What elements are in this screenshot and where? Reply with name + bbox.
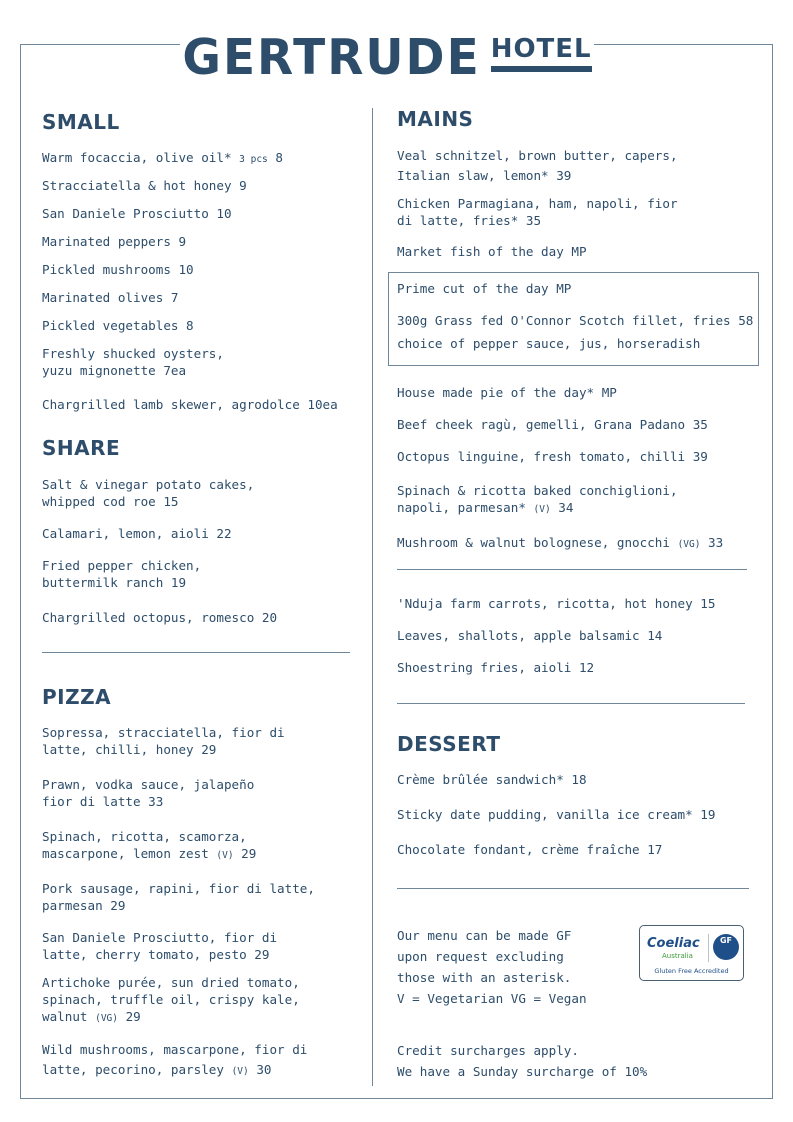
special-detail: 300g Grass fed O'Connor Scotch fillet, fries 58 (397, 313, 754, 328)
menu-item: Calamari, lemon, aioli 22 (42, 526, 232, 541)
menu-item: Spinach & ricotta baked conchiglioni, napoli, parmesan* (V) 34 (397, 483, 678, 515)
menu-item: Prawn, vodka sauce, jalapeño fior di latte 33 (42, 777, 255, 809)
section-title-pizza: PIZZA (42, 685, 112, 709)
menu-item: Octopus linguine, fresh tomato, chilli 39 (397, 449, 708, 464)
section-title-share: SHARE (42, 436, 121, 460)
badge-name: Coeliac (647, 936, 700, 951)
special-title: Prime cut of the day MP (397, 281, 572, 296)
section-title-mains: MAINS (397, 107, 474, 131)
section-divider (397, 703, 745, 704)
menu-item: Fried pepper chicken, buttermilk ranch 19 (42, 558, 202, 590)
menu-item: Sopressa, stracciatella, fior di latte, chilli, honey 29 (42, 725, 285, 757)
gf-mark-icon (708, 934, 737, 962)
section-title-dessert: DESSERT (397, 732, 501, 756)
menu-item: Warm focaccia, olive oil* 3 pcs 8 (42, 150, 283, 165)
menu-item: House made pie of the day* MP (397, 385, 617, 400)
menu-item: San Daniele Prosciutto 10 (42, 206, 232, 221)
section-divider (397, 569, 747, 570)
menu-item: Wild mushrooms, mascarpone, fior di latte, pecorino, parsley (V) 30 (42, 1042, 308, 1077)
menu-item: Stracciatella & hot honey 9 (42, 178, 247, 193)
menu-item: Marinated peppers 9 (42, 234, 187, 249)
menu-item: Artichoke purée, sun dried tomato, spinach, truffle oil, crispy kale, walnut (VG) 29 (42, 975, 300, 1024)
menu-item: Mushroom & walnut bolognese, gnocchi (VG) 33 (397, 535, 724, 550)
menu-item: San Daniele Prosciutto, fior di latte, cherry tomato, pesto 29 (42, 930, 278, 962)
menu-item: Freshly shucked oysters, yuzu mignonette 7ea (42, 346, 224, 378)
menu-item: 'Nduja farm carrots, ricotta, hot honey 15 (397, 596, 716, 611)
menu-item: Veal schnitzel, brown butter, capers, Italian slaw, lemon* 39 (397, 148, 678, 183)
hotel-logo (180, 26, 594, 86)
menu-item: Shoestring fries, aioli 12 (397, 660, 595, 675)
badge-caption: Gluten Free Accredited (654, 967, 729, 975)
column-divider (372, 108, 373, 1086)
menu-item: Chocolate fondant, crème fraîche 17 (397, 842, 663, 857)
menu-item: Chargrilled octopus, romesco 20 (42, 610, 278, 625)
badge-mark: GF (713, 934, 739, 960)
menu-item: Chicken Parmagiana, ham, napoli, fior di latte, fries* 35 (397, 196, 678, 228)
badge-region: Australia (662, 952, 693, 960)
section-divider (42, 652, 350, 653)
menu-item: Market fish of the day MP (397, 244, 587, 259)
section-title-small: SMALL (42, 110, 120, 134)
brand-sub: HOTEL (491, 36, 592, 72)
brand-name: GERTRUDE (182, 28, 481, 87)
menu-item: Leaves, shallots, apple balsamic 14 (397, 628, 663, 643)
menu-item: Sticky date pudding, vanilla ice cream* 19 (397, 807, 716, 822)
dietary-note: Our menu can be made GF upon request excluding those with an asterisk. V = Vegetarian VG = Vegan (397, 928, 587, 1006)
menu-item: Salt & vinegar potato cakes, whipped cod roe 15 (42, 477, 255, 509)
menu-item: Marinated olives 7 (42, 290, 179, 305)
menu-item: Spinach, ricotta, scamorza, mascarpone, lemon zest (V) 29 (42, 829, 257, 861)
section-divider (397, 888, 749, 889)
menu-item: Pickled vegetables 8 (42, 318, 194, 333)
menu-item: Pork sausage, rapini, fior di latte, parmesan 29 (42, 881, 315, 913)
menu-item: Beef cheek ragù, gemelli, Grana Padano 35 (397, 417, 708, 432)
special-detail: choice of pepper sauce, jus, horseradish (397, 336, 701, 351)
menu-item: Chargrilled lamb skewer, agrodolce 10ea (42, 397, 338, 412)
menu-item: Pickled mushrooms 10 (42, 262, 194, 277)
menu-item: Crème brûlée sandwich* 18 (397, 772, 587, 787)
gluten-free-badge-icon (639, 925, 744, 981)
surcharge-note: Credit surcharges apply. We have a Sunday surcharge of 10% (397, 1043, 648, 1079)
